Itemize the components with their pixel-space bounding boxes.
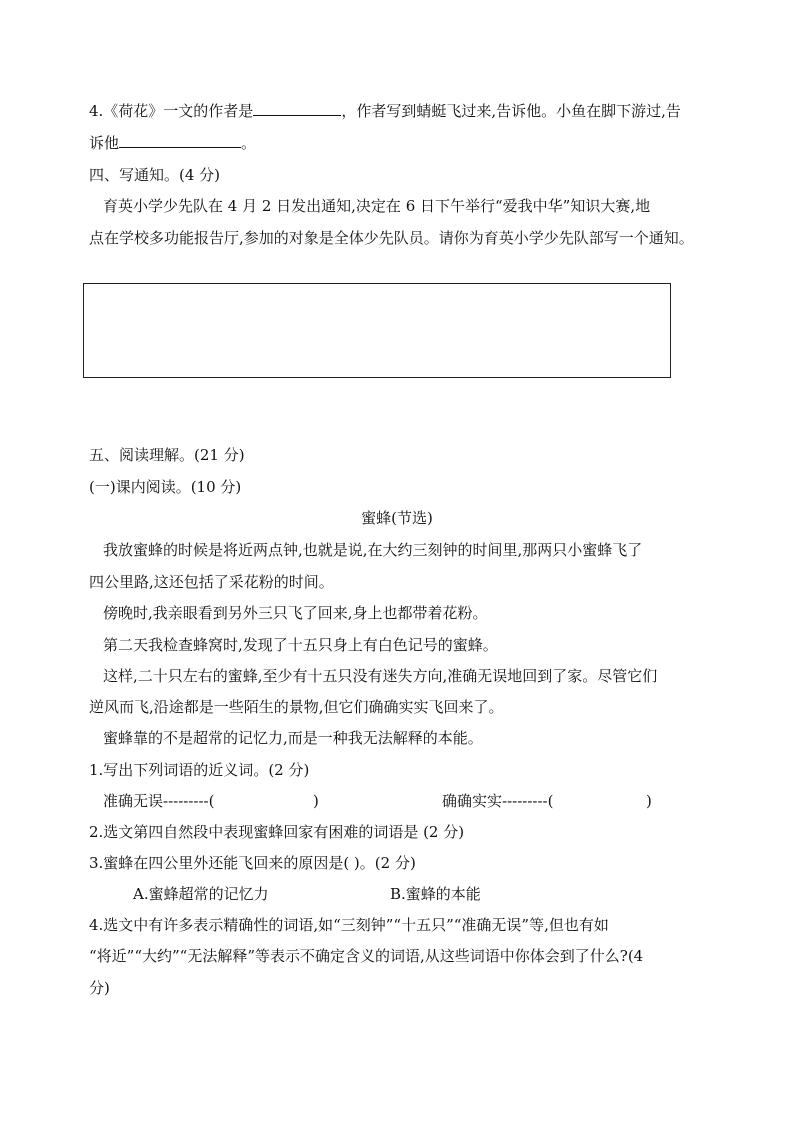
q4-continued-line [89, 133, 256, 153]
notice-prompt-line-1: 育英小学少先队在 4 月 2 日发出通知,决定在 6 日下午举行“爱我中华”知识大赛,地 [103, 197, 651, 215]
passage-p1-line-2: 四公里路,这还包括了采花粉的时间。 [89, 573, 334, 591]
passage-p1-line-1: 我放蜜蜂的时候是将近两点钟,也就是说,在大约三刻钟的时间里,那两只小蜜蜂飞了 [103, 541, 643, 559]
question-text: 诉他 [89, 134, 120, 152]
passage-p4-line-1: 这样,二十只左右的蜜蜂,至少有十五只没有迷失方向,准确无误地回到了家。尽管它们 [103, 667, 658, 685]
question-2: 2.选文第四自然段中表现蜜蜂回家有困难的词语是 (2 分) [89, 823, 465, 841]
section-five-heading: 五、阅读理解。(21 分) [89, 446, 245, 464]
sub-section-heading: (一)课内阅读。(10 分) [89, 478, 242, 496]
passage-p3: 第二天我检查蜂窝时,发现了十五只身上有白色记号的蜜蜂。 [103, 636, 498, 654]
question-3-option-b[interactable]: B.蜜蜂的本能 [390, 885, 481, 903]
question-3: 3.蜜蜂在四公里外还能飞回来的原因是( )。(2 分) [89, 854, 416, 872]
section-four-heading: 四、写通知。(4 分) [89, 166, 221, 184]
question-3-option-a[interactable]: A.蜜蜂超常的记忆力 [133, 885, 269, 903]
passage-p5: 蜜蜂靠的不是超常的记忆力,而是一种我无法解释的本能。 [103, 729, 483, 747]
question-text: ，作者写到蜻蜓飞过来,告诉他。小鱼在脚下游过,告 [341, 102, 681, 120]
passage-title: 蜜蜂(节选) [361, 509, 433, 527]
notice-answer-box[interactable] [83, 283, 671, 378]
question-text: 4.《荷花》一文的作者是 [89, 102, 254, 120]
answer-blank[interactable] [253, 101, 341, 116]
question-1-close-1: ) [313, 792, 319, 810]
question-1-word-2: 确确实实---------( [442, 792, 554, 810]
answer-blank[interactable] [119, 133, 241, 148]
question-4-line-1: 4.选文中有许多表示精确性的词语,如“三刻钟”“十五只”“准确无误”等,但也有如 [89, 916, 609, 934]
question-4-line-3: 分) [89, 979, 110, 997]
passage-p4-line-2: 逆风而飞,沿途都是一些陌生的景物,但它们确确实实飞回来了。 [89, 698, 504, 716]
q4-author-line [89, 101, 681, 121]
passage-p2: 傍晚时,我亲眼看到另外三只飞了回来,身上也都带着花粉。 [103, 604, 488, 622]
question-text: 。 [241, 134, 257, 152]
question-1-close-2: ) [646, 792, 652, 810]
notice-prompt-line-2: 点在学校多功能报告厅,参加的对象是全体少先队员。请你为育英小学少先队部写一个通知。 [89, 229, 694, 247]
question-4-line-2: “将近”“大约”“无法解释”等表示不确定含义的词语,从这些词语中你体会到了什么?(4 [89, 947, 644, 965]
question-1: 1.写出下列词语的近义词。(2 分) [89, 761, 310, 779]
question-1-word-1: 准确无误---------( [103, 792, 215, 810]
